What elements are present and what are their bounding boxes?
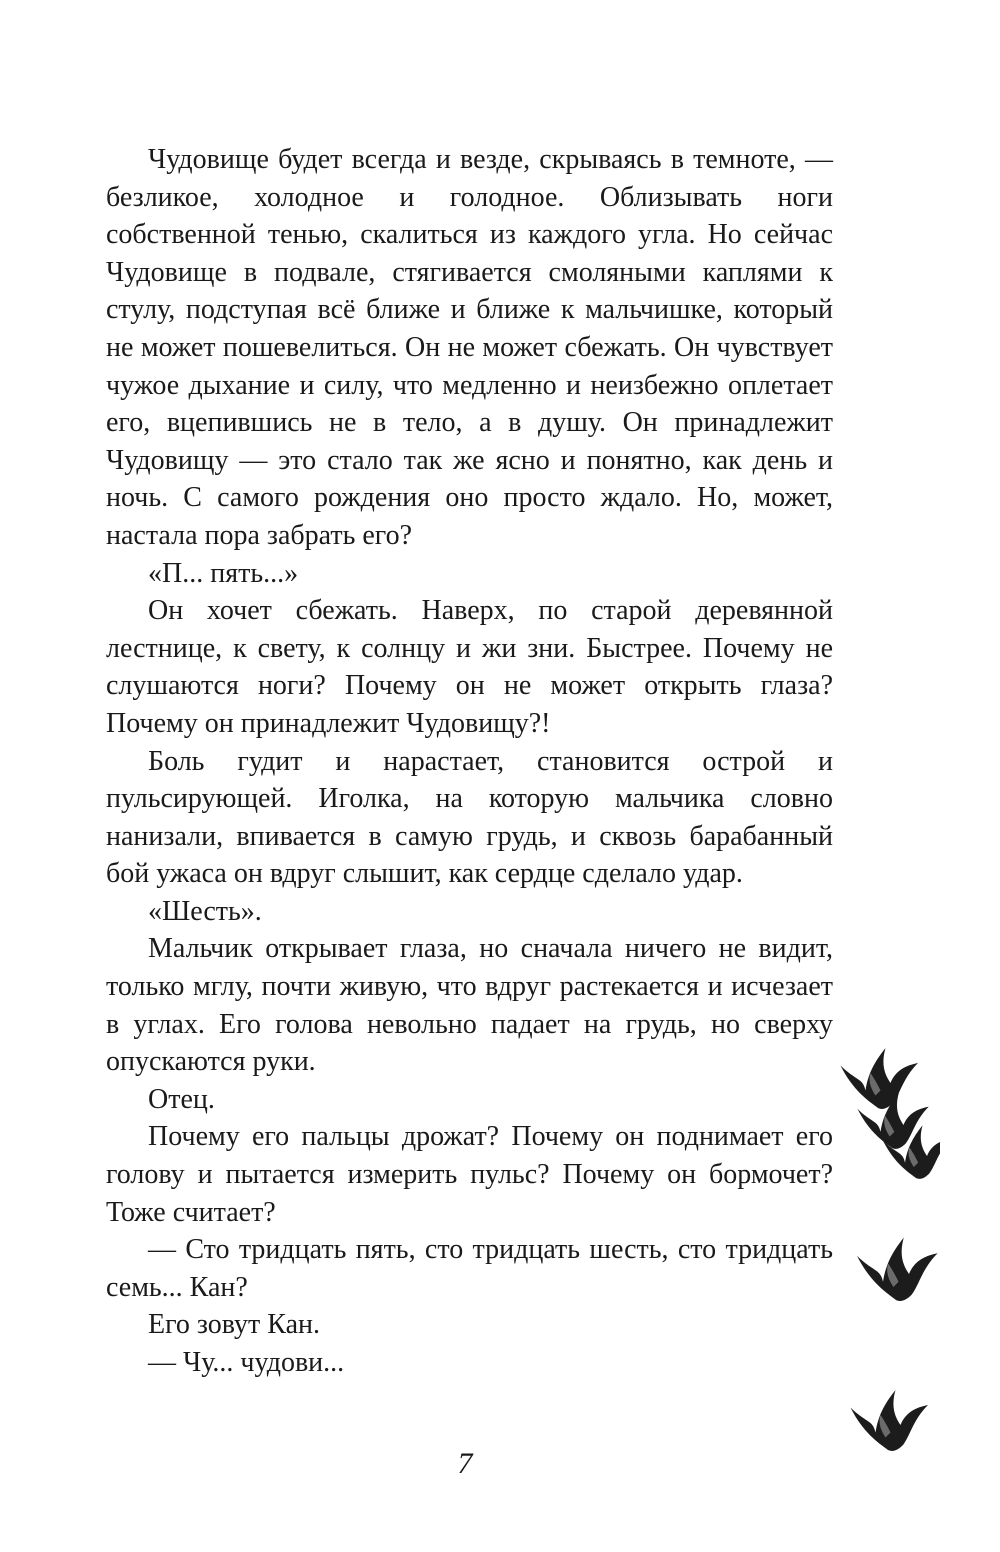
page-number: 7 — [457, 1447, 473, 1480]
paragraph: Он хочет сбежать. Наверх, по старой деревянной лестнице, к свету, к солнцу и жи зни. Быстрее. Почему не слушаются ноги? Почему он не может открыть глаза? Почему он принадлежит Чудовищу?! — [106, 595, 833, 739]
paragraph: — Чу... чудови... — [148, 1347, 345, 1378]
paragraph: Почему его пальцы дрожат? Почему он поднимает его голову и пытается измерить пульс? Почему он бормочет? Тоже считает? — [106, 1121, 833, 1228]
paragraph: «П... пять...» — [148, 557, 299, 589]
paragraph: Мальчик открывает глаза, но сначала ничего не видит, только мглу, почти живую, что вдруг растекается и исчезает в углах. Его голова невольно падает на грудь, но сверху опускаются руки. — [106, 933, 833, 1078]
flame-ornament-group — [841, 1048, 941, 1451]
flame-ornament-icon — [830, 1030, 940, 1480]
paragraph: Чудовище будет всегда и везде, скрываясь в темноте, — безликое, холодное и голодное. Облизывать ноги собственной тенью, скалиться из каждого угла. Но сейчас Чудовище в подвале, стягивается смоляными каплями к стулу, подступая всё ближе и ближе к мальчишке, который не может пошевелиться. Он не может сбежать. Он чувствует чужое дыхание и силу, что медленно и неизбежно оплетает его, вцепившись не в тело, а в душу. Он принадлежит Чудовищу — это стало так же ясно и понятно, как день и ночь. С самого рождения оно просто ждало. Но, может, настала пора забрать его? — [106, 144, 833, 551]
paragraph: Боль гудит и нарастает, становится острой и пульсирующей. Иголка, на которую мальчика словно нанизали, впивается в самую грудь, и сквозь барабанный бой ужаса он вдруг слышит, как сердце сделало удар. — [106, 745, 833, 890]
paragraph: — Сто тридцать пять, сто тридцать шесть, сто тридцать семь... Кан? — [106, 1234, 833, 1303]
page-body — [106, 141, 833, 1382]
paragraph: Отец. — [148, 1083, 215, 1115]
paragraph: Его зовут Кан. — [148, 1309, 321, 1341]
paragraph: «Шесть». — [148, 895, 262, 927]
